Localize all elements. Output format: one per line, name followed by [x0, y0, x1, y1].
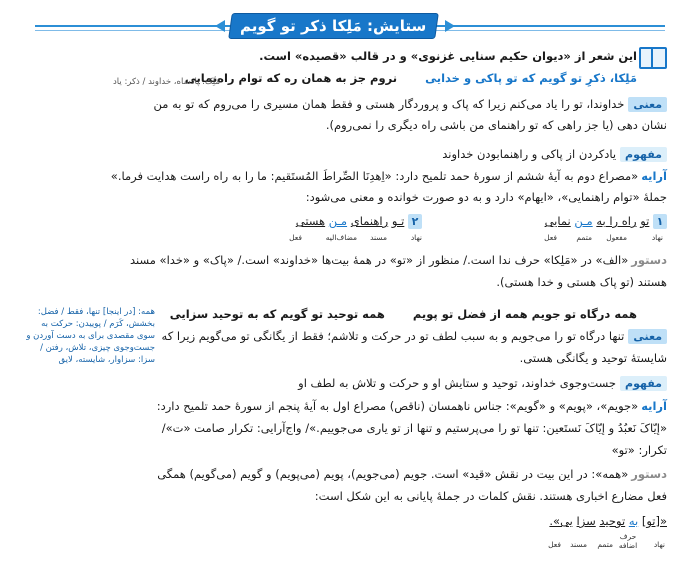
mani-label: معنی [628, 97, 667, 112]
mafhum2: مفهومجست‌وجوی خداوند، توحید و ستایش او و حرکت و تلاش به لطف او [298, 375, 667, 391]
banner-arrow-left-icon [215, 20, 225, 32]
araye1-line1: آرایه«مصراع دوم به آیهٔ ششم از سورهٔ حمد تلمیح دارد: «اِهدِنَا الصِّراطَ المُستَقیم: ما را به راه راست هدایت فرما.» [110, 169, 667, 183]
verse2-right: همه درگاه تو جویم همه از فضل تو پویم [412, 307, 637, 321]
dastur-label: دستور [631, 253, 667, 267]
dastur2-line1: دستور«همه»: در این بیت در نقش «قید» است. جویم (می‌جویم)، پویم (می‌پویم) و گویم (می‌گویم) همگی [157, 467, 667, 481]
role: نهاد [653, 540, 665, 549]
reading-2: ۲ تـو راهنمای مـن هستی [296, 213, 422, 229]
dastur-label: دستور [631, 467, 667, 481]
role: مضاف‌الیه [325, 233, 357, 242]
mani2-line2: شایستهٔ توحید و یگانگی هستی. [519, 351, 667, 365]
araye1-line2: جملهٔ «توام راهنمایی»، «ایهام» دارد و به دو صورت خوانده و معنی می‌شود: [305, 190, 667, 204]
reading-3: «[تو] به توحید سزا یی». [549, 514, 667, 528]
dastur2-line2: فعل مضارع اخباری هستند. نقش کلمات در جملهٔ پایانی به این شکل است: [314, 489, 667, 503]
araye2-line3: تکرار: «تو» [611, 443, 667, 457]
role: مفعول [606, 233, 627, 242]
role: فعل [289, 233, 302, 242]
sidenote-2: همه: [در اینجا] تنها، فقط / فضل: بخشش، کَرَم / پوییدن: حرکت به سوی مقصدی برای به دست آوردن و جست‌وجوی چیزی، تلاش، رفتن / سزا: سزاوار، شایسته، لایق [26, 307, 155, 365]
dastur1-line1: دستور«الف» در «مَلِکا» حرف ندا است./ منظور از «تو» در همهٔ بیت‌ها «خداوند» است./ «پاک» و «خدا» مسند [129, 253, 667, 267]
open-book-icon [639, 47, 667, 69]
mafhum-label: مفهوم [620, 147, 667, 162]
mafhum1: مفهومیادکردن از پاکی و راهنمابودن خداوند [442, 146, 667, 162]
verse1 [185, 70, 637, 86]
role: فعل [544, 233, 557, 242]
role: متمم [576, 233, 592, 242]
verse1-left: نروم جز به همان ره که توام راه‌نمایی [184, 71, 398, 85]
reading-1-number: ۱ [653, 214, 667, 229]
banner-title-box [228, 13, 439, 39]
araye2-line1: آرایه«جویم»، «پویم» و «گویم»: جناس ناهمسان (ناقص) مصراع اول به آیهٔ پنجم از سورهٔ حمد تلمیح دارد: [156, 399, 667, 413]
araye-label: آرایه [641, 169, 667, 183]
reading-2-number: ۲ [408, 214, 422, 229]
mani2-line1: معنیتنها درگاه تو را می‌جویم و به سبب لطف تو در حرکت و تلاشم؛ فقط از یگانگی تو می‌گویم زیرا که [162, 328, 667, 344]
intro-text: این شعر از «دیوان حکیم سنایی غزنوی» و در قالب «قصیده» است. [259, 49, 637, 63]
role: مسند [570, 540, 587, 549]
banner-arrow-right-icon [445, 20, 455, 32]
mafhum-label: مفهوم [620, 376, 667, 391]
verse2 [170, 306, 637, 322]
role: فعل [548, 540, 561, 549]
role: مسند [370, 233, 387, 242]
section-banner [35, 10, 665, 40]
role: نهاد [410, 233, 422, 242]
araye-label: آرایه [641, 399, 667, 413]
araye2-line2: «إیّاکَ نَعبُدُ و إیّاکَ نَستَعین: تنها تو را می‌پرستیم و تنها از تو یاری می‌جوییم.»/ واج‌آرایی: تکرار صامت «ت»/ [161, 421, 667, 435]
sidenote-1: مَلِک: پادشاه، خداوند / ذکر: یاد [113, 77, 220, 87]
mani1-line2: نشان دهی (یا جز راهی که تو راهنمای من باشی راه دیگری را نمی‌روم). [325, 118, 667, 132]
reading-1: ۱ تو راه را به مـن نمایی [545, 213, 667, 229]
verse2-left: همه توحید تو گویم که به توحید سزایی [169, 307, 385, 321]
role: متمم [597, 540, 613, 549]
mani1-line1: معنیخداوندا، تو را یاد می‌کنم زیرا که پاک و پروردگار هستی و فقط همان مسیری را می‌روم که تو به من [154, 96, 667, 112]
verse1-right: مَلِکا، ذکرِ تو گویم که تو پاکی و خدایی [425, 71, 637, 85]
role: نهاد [651, 233, 663, 242]
mani-label: معنی [628, 329, 667, 344]
role: حرف اضافه [618, 532, 638, 550]
page-title: ستایش: مَلِکا ذکر تو گویم [240, 17, 427, 35]
dastur1-line2: هستند (تو پاک هستی و خدا هستی). [496, 275, 667, 289]
